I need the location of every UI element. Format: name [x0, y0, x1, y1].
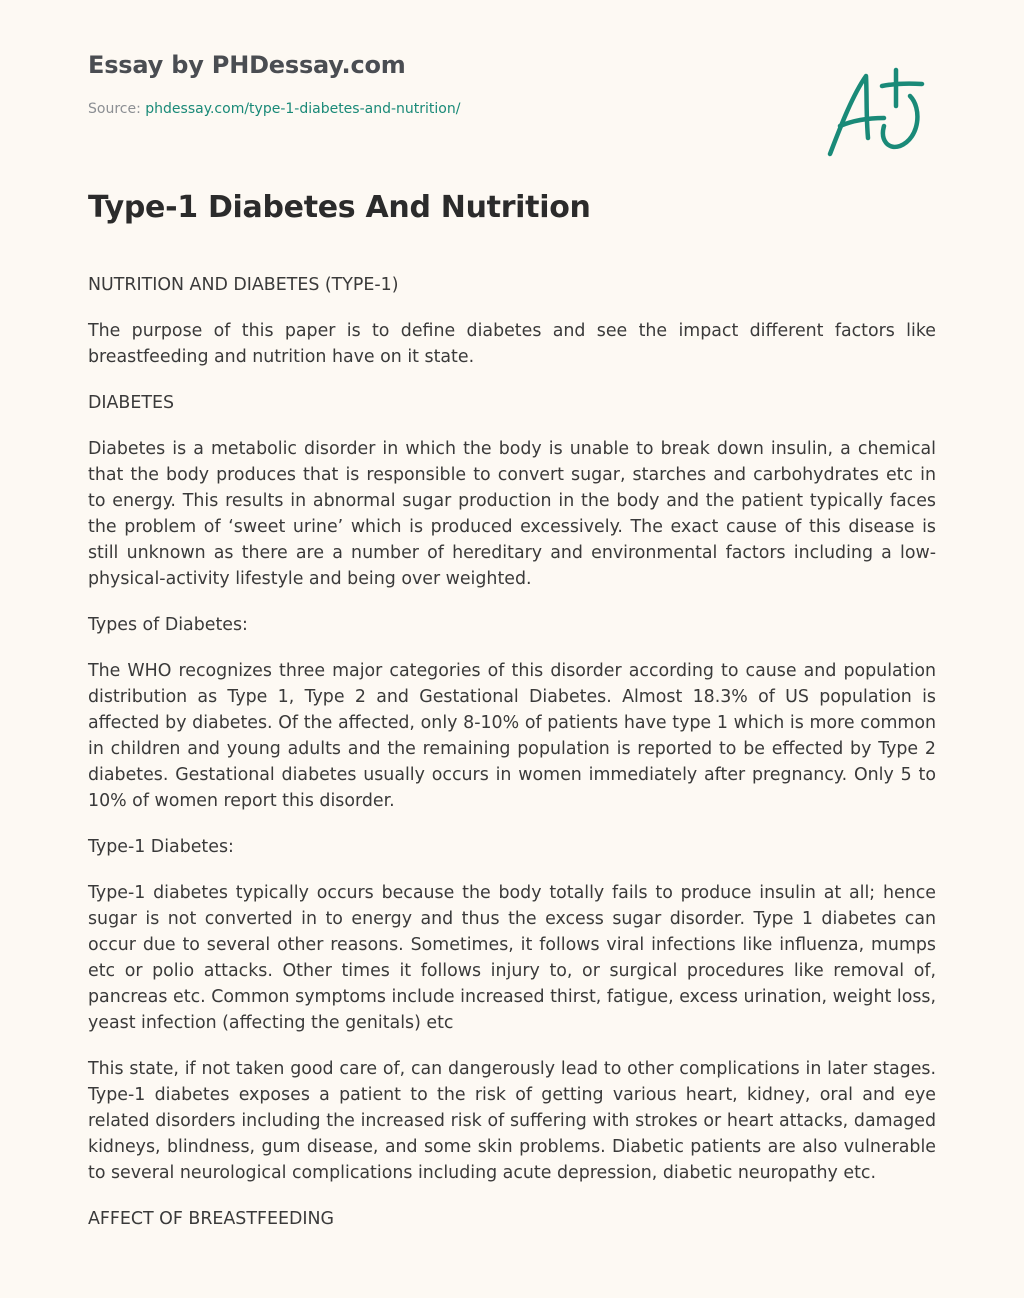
- paragraph: The purpose of this paper is to define diabetes and see the impact different factors like breastfeeding and nutrition have on it state.: [88, 321, 936, 367]
- source-line: [88, 101, 460, 117]
- site-brand: Essay by PHDessay.com: [88, 51, 406, 79]
- paragraph: This state, if not taken good care of, can dangerously lead to other complications in later stages. Type-1 diabetes exposes a patient to the risk of getting various heart, kidney, oral and eye related disorders including the increased risk of suffering with strokes or heart attacks, damaged kidneys, blindness, gum disease, and some skin problems. Diabetic patients are also vulnerable to several neurological complications including acute depression, diabetic neuropathy etc.: [88, 1059, 936, 1183]
- paragraph: The WHO recognizes three major categories of this disorder according to cause and population distribution as Type 1, Type 2 and Gestational Diabetes. Almost 18.3% of US population is affected by diabetes. Of the affected, only 8-10% of patients have type 1 which is more common in children and young adults and the remaining population is reported to be effected by Type 2 diabetes. Gestational diabetes usually occurs in women immediately after pregnancy. Only 5 to 10% of women report this disorder.: [88, 661, 936, 811]
- section-heading: AFFECT OF BREASTFEEDING: [88, 1209, 334, 1229]
- paragraph: Type-1 diabetes typically occurs because the body totally fails to produce insulin at all; hence sugar is not converted in to energy and thus the excess sugar disorder. Type 1 diabetes can occur due to several other reasons. Sometimes, it follows viral infections like influenza, mumps etc or polio attacks. Other times it follows injury to, or surgical procedures like removal of, pancreas etc. Common symptoms include increased thirst, fatigue, excess urination, weight loss, yeast infection (affecting the genitals) etc: [88, 883, 936, 1033]
- section-heading: NUTRITION AND DIABETES (TYPE-1): [88, 275, 399, 295]
- section-heading: Type-1 Diabetes:: [88, 837, 234, 857]
- source-label: Source:: [88, 101, 146, 117]
- essay-title: Type-1 Diabetes And Nutrition: [88, 190, 591, 225]
- section-heading: Types of Diabetes:: [88, 615, 248, 635]
- essay-body: [88, 272, 936, 1252]
- source-link[interactable]: phdessay.com/type-1-diabetes-and-nutrition/: [145, 101, 461, 117]
- a-plus-logo-icon: [826, 66, 926, 158]
- paragraph: Diabetes is a metabolic disorder in which the body is unable to break down insulin, a chemical that the body produces that is responsible to convert sugar, starches and carbohydrates etc in to energy. This results in abnormal sugar production in the body and the patient typically faces the problem of ‘sweet urine’ which is produced excessively. The exact cause of this disease is still unknown as there are a number of hereditary and environmental factors including a low-physical-activity lifestyle and being over weighted.: [88, 439, 936, 589]
- section-heading: DIABETES: [88, 393, 174, 413]
